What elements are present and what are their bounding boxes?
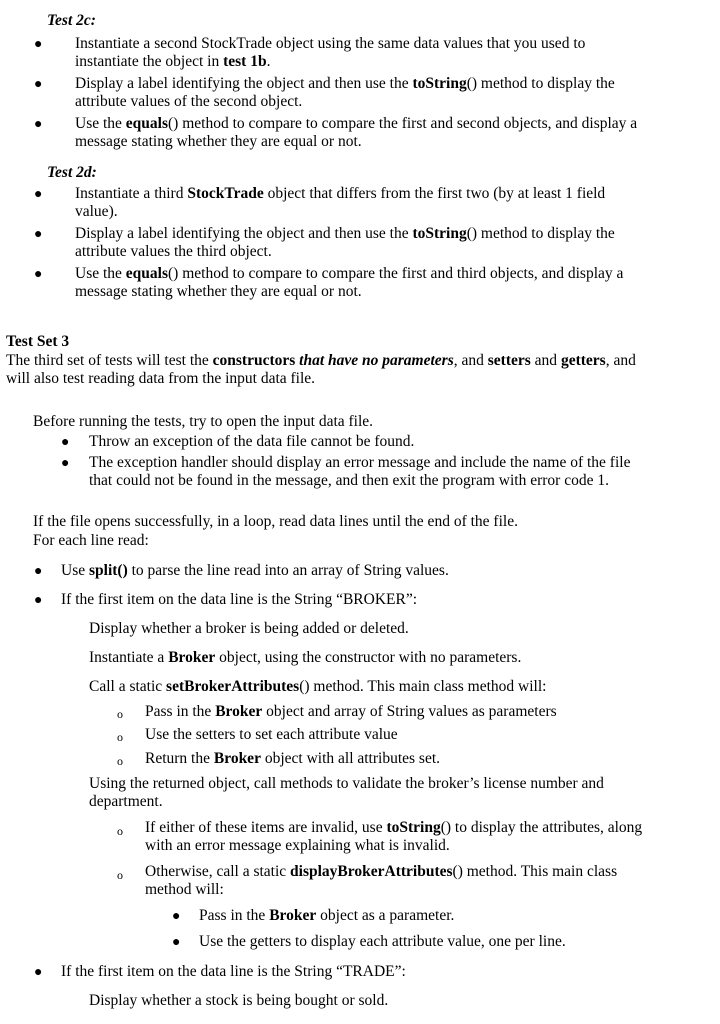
circle-bullet: o xyxy=(117,868,123,882)
test-2d-heading: Test 2d: xyxy=(47,164,97,181)
test-2d-item-2: Display a label identifying the object and then use the toString() method to display the attribute values the third object. xyxy=(75,225,615,260)
broker-sub-item-3: Return the Broker object with all attributes set. xyxy=(145,750,441,767)
broker-if-item: If the first item on the data line is the String “BROKER”: xyxy=(61,591,418,608)
test-2d-item-1: Instantiate a third StockTrade object that differs from the first two (by at least 1 field value). xyxy=(75,185,606,220)
for-each-text: For each line read: xyxy=(33,532,149,549)
bullet: ● xyxy=(34,227,43,242)
circle-bullet: o xyxy=(117,707,123,721)
broker-sub-item-2: Use the setters to set each attribute value xyxy=(145,726,398,743)
test-2c-heading: Test 2c: xyxy=(47,12,96,29)
test-2c-item-1: Instantiate a second StockTrade object using the same data values that you used to instantiate the object in test 1b. xyxy=(75,35,586,70)
test-2c-item-3: Use the equals() method to compare to compare the first and second objects, and display a message stating whether they are equal or not. xyxy=(75,115,638,150)
bullet: ● xyxy=(61,456,70,471)
otherwise-item: Otherwise, call a static displayBrokerAttributes() method. This main class method will: xyxy=(145,863,618,898)
split-item: Use split() to parse the line read into an array of String values. xyxy=(61,562,449,579)
broker-call-text: Call a static setBrokerAttributes() method. This main class method will: xyxy=(89,678,547,695)
bullet: ● xyxy=(34,564,43,579)
bullet: ● xyxy=(61,435,70,450)
if-opens-text: If the file opens successfully, in a loop, read data lines until the end of the file. xyxy=(33,513,518,530)
bullet: ● xyxy=(172,909,181,924)
test-2d-item-3: Use the equals() method to compare to compare the first and third objects, and display a message stating whether they are equal or not. xyxy=(75,265,624,300)
trade-if-item: If the first item on the data line is the String “TRADE”: xyxy=(61,963,406,980)
bullet: ● xyxy=(34,267,43,282)
bullet: ● xyxy=(34,187,43,202)
bullet: ● xyxy=(34,117,43,132)
broker-display-text: Display whether a broker is being added or deleted. xyxy=(89,620,409,637)
display-sub-item-2: Use the getters to display each attribute value, one per line. xyxy=(199,933,566,950)
test-2c-item-2: Display a label identifying the object and then use the toString() method to display the attribute values of the second object. xyxy=(75,75,615,110)
circle-bullet: o xyxy=(117,754,123,768)
bullet: ● xyxy=(34,77,43,92)
before-item-2: The exception handler should display an error message and include the name of the file that could not be found in the message, and then exit the program with error code 1. xyxy=(89,454,631,489)
test-set-3-heading: Test Set 3 xyxy=(6,333,70,350)
circle-bullet: o xyxy=(117,730,123,744)
bullet: ● xyxy=(34,37,43,52)
trade-display-text: Display whether a stock is being bought or sold. xyxy=(89,992,389,1009)
bullet: ● xyxy=(34,965,43,980)
bullet: ● xyxy=(34,593,43,608)
broker-sub-item-1: Pass in the Broker object and array of String values as parameters xyxy=(145,703,557,720)
invalid-item: If either of these items are invalid, use toString() to display the attributes, along with an error message explaining what is invalid. xyxy=(145,819,643,854)
before-text: Before running the tests, try to open the input data file. xyxy=(33,413,374,430)
before-item-1: Throw an exception of the data file cannot be found. xyxy=(89,433,415,450)
circle-bullet: o xyxy=(117,824,123,838)
test-set-3-intro: The third set of tests will test the constructors that have no parameters, and setters and getters, and will also test reading data from the input data file. xyxy=(6,352,636,387)
broker-instantiate-text: Instantiate a Broker object, using the constructor with no parameters. xyxy=(89,649,522,666)
using-text: Using the returned object, call methods to validate the broker’s license number and department. xyxy=(89,775,604,810)
display-sub-item-1: Pass in the Broker object as a parameter. xyxy=(199,907,455,924)
bullet: ● xyxy=(172,935,181,950)
